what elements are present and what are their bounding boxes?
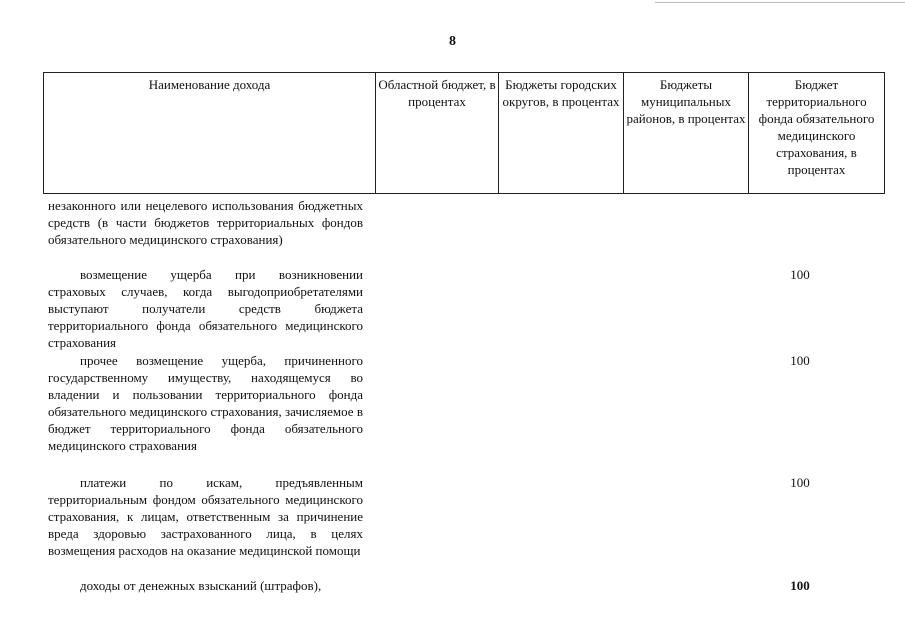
header-income-name: Наименование дохода — [44, 73, 376, 194]
income-row-1-text — [48, 197, 363, 248]
income-row-2-value: 100 — [790, 267, 810, 282]
income-row-4-text — [48, 474, 363, 559]
income-row-2-text — [48, 266, 363, 351]
top-edge-line — [655, 2, 905, 3]
income-row-text: доходы от денежных взысканий (штрафов), — [80, 578, 322, 593]
header-regional-budget: Областной бюджет, в процентах — [376, 73, 499, 194]
income-row-4-value: 100 — [790, 475, 810, 490]
income-table-header — [43, 72, 885, 194]
income-row-5-value: 100 — [790, 578, 810, 593]
income-row-text: незаконного или нецелевого использования бюджетных средств (в части бюджетов территориальных фондов обязательного медицинского страхования) — [48, 198, 363, 247]
header-city-districts-budgets: Бюджеты городских округов, в процентах — [499, 73, 624, 194]
income-row-3-value: 100 — [790, 353, 810, 368]
header-territorial-fund-budget: Бюджет территориального фонда обязательного медицинского страхования, в процентах — [749, 73, 885, 194]
header-municipal-districts-budgets: Бюджеты муниципальных районов, в процентах — [624, 73, 749, 194]
income-row-text: прочее возмещение ущерба, причиненного государственному имуществу, находящемуся во владении и пользовании территориального фонда обязательного медицинского страхования, зачисляемое в бюджет территориального фонда обязательного медицинского страхования — [48, 353, 363, 453]
income-row-5-text — [48, 577, 363, 594]
income-row-text: возмещение ущерба при возникновении страховых случаев, когда выгодоприобретателями выступают получатели средств бюджета территориального фонда обязательного медицинского страхования — [48, 267, 363, 350]
income-row-text: платежи по искам, предъявленным территориальным фондом обязательного медицинского страхования, к лицам, ответственным за причинение вреда здоровью застрахованного лица, в целях возмещения расходов на оказание медицинской помощи — [48, 475, 363, 558]
income-row-3-text — [48, 352, 363, 454]
page-number: 8 — [449, 34, 456, 49]
table-header-row — [44, 73, 885, 194]
